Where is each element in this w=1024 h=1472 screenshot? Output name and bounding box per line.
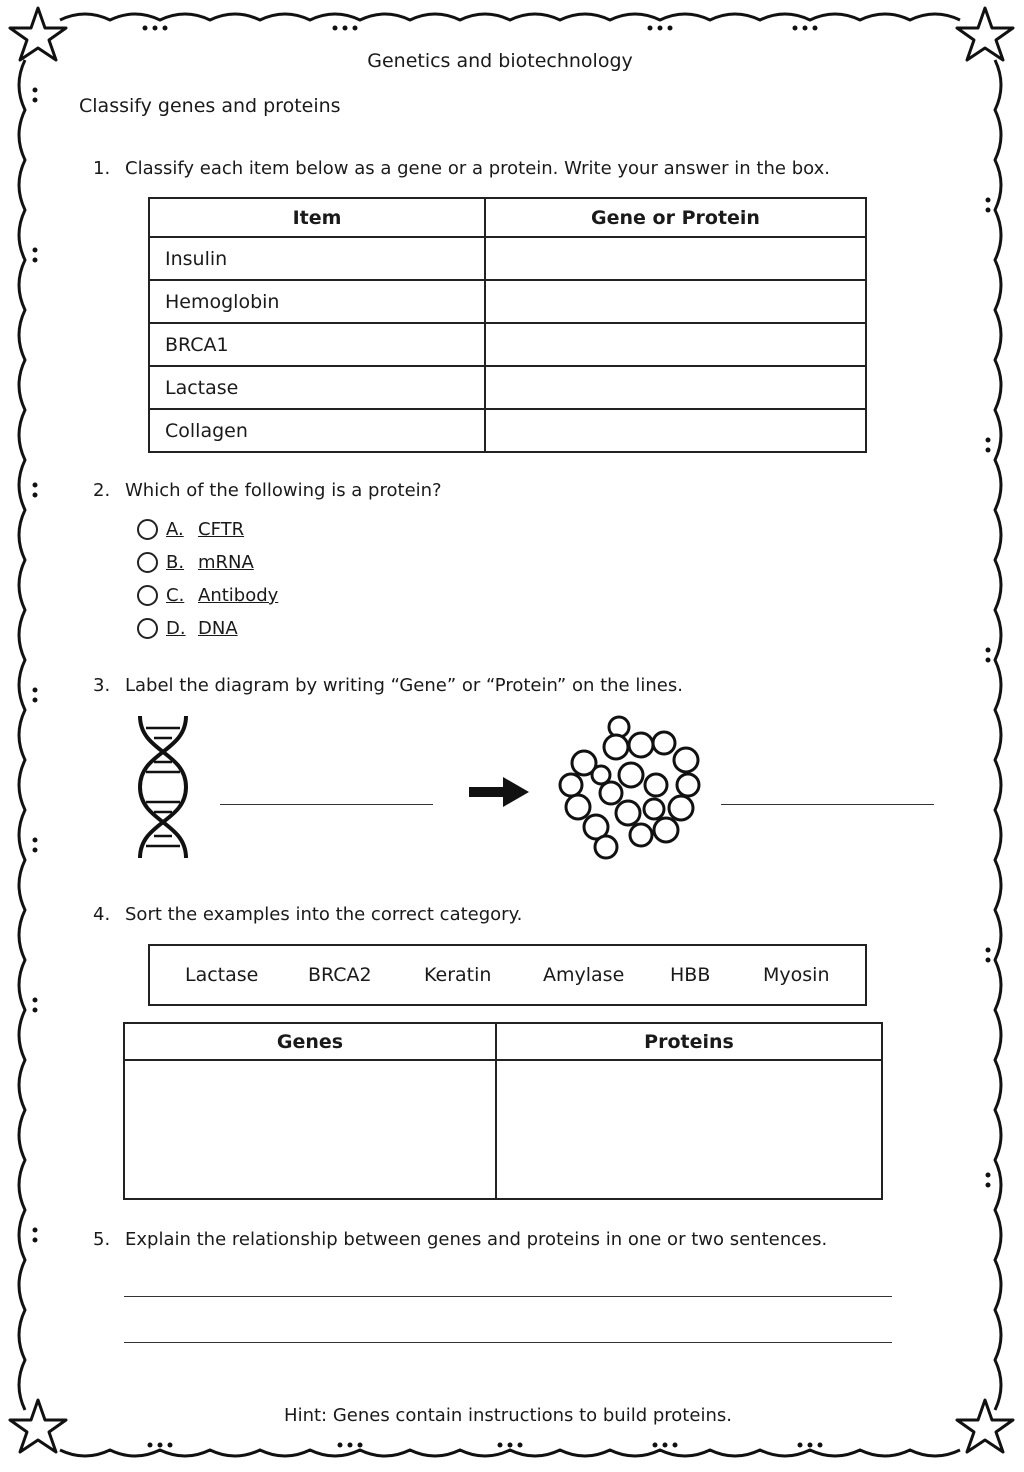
page-title: Genetics and biotechnology (367, 50, 633, 72)
item-cell: Lactase (149, 366, 485, 409)
dna-helix-icon (128, 712, 198, 862)
word-bank-item[interactable]: Amylase (543, 964, 625, 986)
question-number: 4. (93, 904, 111, 925)
radio-circle-icon[interactable] (137, 618, 158, 639)
question-number: 1. (93, 158, 111, 179)
question-prompt: Explain the relationship between genes and proteins in one or two sentences. (125, 1229, 828, 1250)
option-letter: B. (166, 552, 185, 573)
question-prompt: Sort the examples into the correct category. (125, 904, 523, 925)
option-c[interactable] (137, 585, 278, 606)
table-row (149, 280, 866, 323)
option-text: mRNA (198, 552, 254, 573)
table-row (149, 237, 866, 280)
answer-box[interactable] (485, 237, 866, 280)
radio-circle-icon[interactable] (137, 519, 158, 540)
arrow-right-icon (467, 775, 531, 809)
protein-structure-icon (556, 715, 706, 860)
question-5 (93, 1229, 827, 1250)
radio-circle-icon[interactable] (137, 585, 158, 606)
option-d[interactable] (137, 618, 238, 639)
answer-line[interactable] (124, 1342, 892, 1343)
question-3 (93, 675, 683, 696)
word-bank-item[interactable]: HBB (670, 964, 711, 986)
question-4 (93, 904, 522, 925)
option-letter: A. (166, 519, 184, 540)
question-prompt: Label the diagram by writing “Gene” or “Protein” on the lines. (125, 675, 683, 696)
word-bank-item[interactable]: Lactase (185, 964, 259, 986)
radio-circle-icon[interactable] (137, 552, 158, 573)
answer-box[interactable] (485, 409, 866, 452)
question-1 (93, 158, 830, 179)
option-letter: C. (166, 585, 185, 606)
column-header-genes: Genes (124, 1023, 496, 1060)
table-row (149, 409, 866, 452)
option-letter: D. (166, 618, 186, 639)
question-number: 5. (93, 1229, 111, 1250)
question-number: 3. (93, 675, 111, 696)
item-cell: Hemoglobin (149, 280, 485, 323)
question-prompt: Which of the following is a protein? (125, 480, 442, 501)
answer-line-gene[interactable] (220, 804, 433, 805)
answer-box[interactable] (485, 366, 866, 409)
question-prompt: Classify each item below as a gene or a protein. Write your answer in the box. (125, 158, 830, 179)
genes-drop-area[interactable] (124, 1060, 496, 1199)
column-header-gene-or-protein: Gene or Protein (485, 198, 866, 237)
table-row (149, 323, 866, 366)
word-bank-item[interactable]: BRCA2 (308, 964, 372, 986)
question-2 (93, 480, 442, 501)
sort-table (123, 1022, 883, 1200)
column-header-proteins: Proteins (496, 1023, 882, 1060)
item-cell: BRCA1 (149, 323, 485, 366)
answer-line[interactable] (124, 1296, 892, 1297)
answer-box[interactable] (485, 323, 866, 366)
word-bank-item[interactable]: Myosin (763, 964, 830, 986)
hint-text: Hint: Genes contain instructions to build proteins. (284, 1405, 732, 1426)
classify-table (148, 197, 867, 453)
option-text: DNA (198, 618, 238, 639)
option-b[interactable] (137, 552, 254, 573)
option-a[interactable] (137, 519, 244, 540)
word-bank (148, 944, 867, 1006)
item-cell: Collagen (149, 409, 485, 452)
option-text: CFTR (198, 519, 245, 540)
question-number: 2. (93, 480, 111, 501)
answer-box[interactable] (485, 280, 866, 323)
item-cell: Insulin (149, 237, 485, 280)
table-row (149, 366, 866, 409)
word-bank-item[interactable]: Keratin (424, 964, 492, 986)
column-header-item: Item (149, 198, 485, 237)
worksheet-subtitle: Classify genes and proteins (79, 95, 341, 117)
option-text: Antibody (198, 585, 279, 606)
proteins-drop-area[interactable] (496, 1060, 882, 1199)
answer-line-protein[interactable] (721, 804, 934, 805)
